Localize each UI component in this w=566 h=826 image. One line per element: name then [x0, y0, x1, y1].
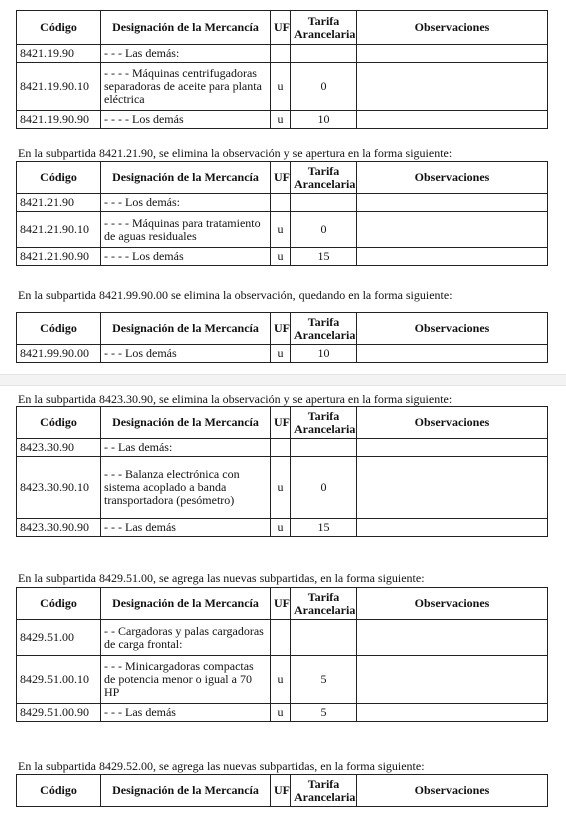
header-observaciones: Observaciones [357, 11, 548, 45]
header-designacion: Designación de la Mercancía [101, 775, 271, 807]
header-uf: UF [271, 407, 291, 439]
table-row [17, 656, 548, 704]
cell-uf: u [271, 457, 291, 519]
table-row [17, 345, 548, 363]
cell-observaciones [357, 194, 548, 212]
cell-code: 8423.30.90 [17, 439, 101, 457]
header-tarifa-line2: Arancelaria [294, 327, 356, 342]
header-observaciones: Observaciones [357, 162, 548, 194]
table-header-row [17, 11, 548, 45]
header-observaciones: Observaciones [357, 775, 548, 807]
cell-code: 8421.99.90.00 [17, 345, 101, 363]
table-row [17, 63, 548, 111]
cell-designation: - - - Las demás: [101, 45, 271, 63]
header-codigo: Código [17, 588, 101, 620]
tariff-table-8423-30 [16, 406, 548, 537]
table-row [17, 439, 548, 457]
header-uf: UF [271, 162, 291, 194]
cell-uf [271, 620, 291, 656]
header-tarifa [291, 313, 357, 345]
header-designacion: Designación de la Mercancía [101, 588, 271, 620]
header-tarifa [291, 11, 357, 45]
header-observaciones: Observaciones [357, 313, 548, 345]
intro-text-8421-21: En la subpartida 8421.21.90, se elimina la observación y se apertura en la forma siguiente: [18, 146, 453, 160]
header-tarifa-line2: Arancelaria [294, 789, 356, 804]
cell-designation: - - - - Máquinas centrifugadoras separadoras de aceite para planta eléctrica [101, 63, 271, 111]
cell-designation: - - - Los demás: [101, 194, 271, 212]
tariff-table-8421-99 [16, 312, 548, 363]
cell-tarifa: 0 [291, 457, 357, 519]
intro-text-8429-52: En la subpartida 8429.52.00, se agrega las nuevas subpartidas, en la forma siguiente: [18, 759, 425, 773]
cell-designation: - - - Minicargadoras compactas de potencia menor o igual a 70 HP [101, 656, 271, 704]
cell-designation: - - - Los demás [101, 345, 271, 363]
cell-tarifa [291, 45, 357, 63]
table-row [17, 194, 548, 212]
cell-uf: u [271, 519, 291, 537]
cell-designation: - - - Las demás [101, 704, 271, 722]
cell-code: 8429.51.00.10 [17, 656, 101, 704]
cell-observaciones [357, 704, 548, 722]
cell-uf: u [271, 345, 291, 363]
cell-designation: - - - - Los demás [101, 111, 271, 129]
header-uf: UF [271, 313, 291, 345]
header-tarifa-line2: Arancelaria [294, 26, 356, 41]
cell-tarifa: 5 [291, 704, 357, 722]
cell-tarifa: 0 [291, 212, 357, 248]
table-header-row [17, 588, 548, 620]
cell-code: 8423.30.90.10 [17, 457, 101, 519]
header-codigo: Código [17, 162, 101, 194]
tariff-table-8429-51 [16, 587, 548, 722]
cell-observaciones [357, 45, 548, 63]
header-tarifa-line2: Arancelaria [294, 176, 356, 191]
header-uf: UF [271, 775, 291, 807]
intro-text-8429-51: En la subpartida 8429.51.00, se agrega las nuevas subpartidas, en la forma siguiente: [18, 571, 425, 585]
header-codigo: Código [17, 313, 101, 345]
header-designacion: Designación de la Mercancía [101, 162, 271, 194]
header-codigo: Código [17, 11, 101, 45]
intro-text-8421-99: En la subpartida 8421.99.90.00 se elimina la observación, quedando en la forma siguiente: [18, 288, 453, 302]
tariff-table-8429-52 [16, 774, 548, 807]
page-break-divider [0, 374, 566, 386]
header-tarifa-line2: Arancelaria [294, 421, 356, 436]
header-designacion: Designación de la Mercancía [101, 407, 271, 439]
header-tarifa [291, 407, 357, 439]
tariff-table-8421-19 [16, 10, 548, 129]
cell-code: 8429.51.00 [17, 620, 101, 656]
cell-uf: u [271, 248, 291, 266]
table-row [17, 457, 548, 519]
header-tarifa [291, 775, 357, 807]
cell-uf [271, 439, 291, 457]
cell-observaciones [357, 212, 548, 248]
cell-tarifa [291, 194, 357, 212]
header-tarifa-line1: Tarifa [307, 408, 340, 423]
table-header-row [17, 775, 548, 807]
table-header-row [17, 162, 548, 194]
header-tarifa-line1: Tarifa [307, 163, 340, 178]
header-codigo: Código [17, 775, 101, 807]
table-row [17, 704, 548, 722]
cell-code: 8429.51.00.90 [17, 704, 101, 722]
cell-tarifa: 10 [291, 111, 357, 129]
intro-text-8423-30: En la subpartida 8423.30.90, se elimina la observación y se apertura en la forma siguiente: [18, 392, 453, 406]
header-observaciones: Observaciones [357, 407, 548, 439]
table-row [17, 212, 548, 248]
cell-uf: u [271, 704, 291, 722]
cell-tarifa [291, 439, 357, 457]
cell-code: 8421.19.90.90 [17, 111, 101, 129]
header-uf: UF [271, 11, 291, 45]
table-header-row [17, 313, 548, 345]
table-row [17, 620, 548, 656]
cell-code: 8421.21.90.90 [17, 248, 101, 266]
cell-tarifa: 5 [291, 656, 357, 704]
cell-observaciones [357, 63, 548, 111]
header-observaciones: Observaciones [357, 588, 548, 620]
table-row [17, 248, 548, 266]
cell-uf [271, 194, 291, 212]
cell-uf: u [271, 111, 291, 129]
header-tarifa-line1: Tarifa [307, 589, 340, 604]
cell-observaciones [357, 519, 548, 537]
cell-observaciones [357, 620, 548, 656]
header-tarifa-line1: Tarifa [307, 314, 340, 329]
header-tarifa [291, 588, 357, 620]
cell-uf: u [271, 63, 291, 111]
cell-tarifa: 15 [291, 519, 357, 537]
table-row [17, 45, 548, 63]
cell-observaciones [357, 111, 548, 129]
header-codigo: Código [17, 407, 101, 439]
cell-observaciones [357, 457, 548, 519]
header-designacion: Designación de la Mercancía [101, 11, 271, 45]
cell-code: 8421.21.90.10 [17, 212, 101, 248]
header-tarifa-line2: Arancelaria [294, 602, 356, 617]
header-tarifa [291, 162, 357, 194]
cell-observaciones [357, 439, 548, 457]
header-tarifa-line1: Tarifa [307, 13, 340, 28]
tariff-table-8421-21 [16, 161, 548, 266]
table-header-row [17, 407, 548, 439]
cell-observaciones [357, 345, 548, 363]
table-row [17, 111, 548, 129]
cell-code: 8421.19.90.10 [17, 63, 101, 111]
cell-code: 8423.30.90.90 [17, 519, 101, 537]
cell-tarifa: 15 [291, 248, 357, 266]
cell-designation: - - - - Los demás [101, 248, 271, 266]
table-row [17, 519, 548, 537]
cell-code: 8421.21.90 [17, 194, 101, 212]
header-designacion: Designación de la Mercancía [101, 313, 271, 345]
cell-designation: - - - Balanza electrónica con sistema acoplado a banda transportadora (pesómetro) [101, 457, 271, 519]
cell-code: 8421.19.90 [17, 45, 101, 63]
cell-tarifa: 10 [291, 345, 357, 363]
cell-tarifa: 0 [291, 63, 357, 111]
cell-designation: - - Las demás: [101, 439, 271, 457]
cell-observaciones [357, 656, 548, 704]
cell-uf: u [271, 212, 291, 248]
cell-designation: - - - Las demás [101, 519, 271, 537]
header-uf: UF [271, 588, 291, 620]
cell-uf: u [271, 656, 291, 704]
cell-observaciones [357, 248, 548, 266]
cell-designation: - - - - Máquinas para tratamiento de aguas residuales [101, 212, 271, 248]
header-tarifa-line1: Tarifa [307, 776, 340, 791]
cell-tarifa [291, 620, 357, 656]
cell-designation: - - Cargadoras y palas cargadoras de carga frontal: [101, 620, 271, 656]
cell-uf [271, 45, 291, 63]
